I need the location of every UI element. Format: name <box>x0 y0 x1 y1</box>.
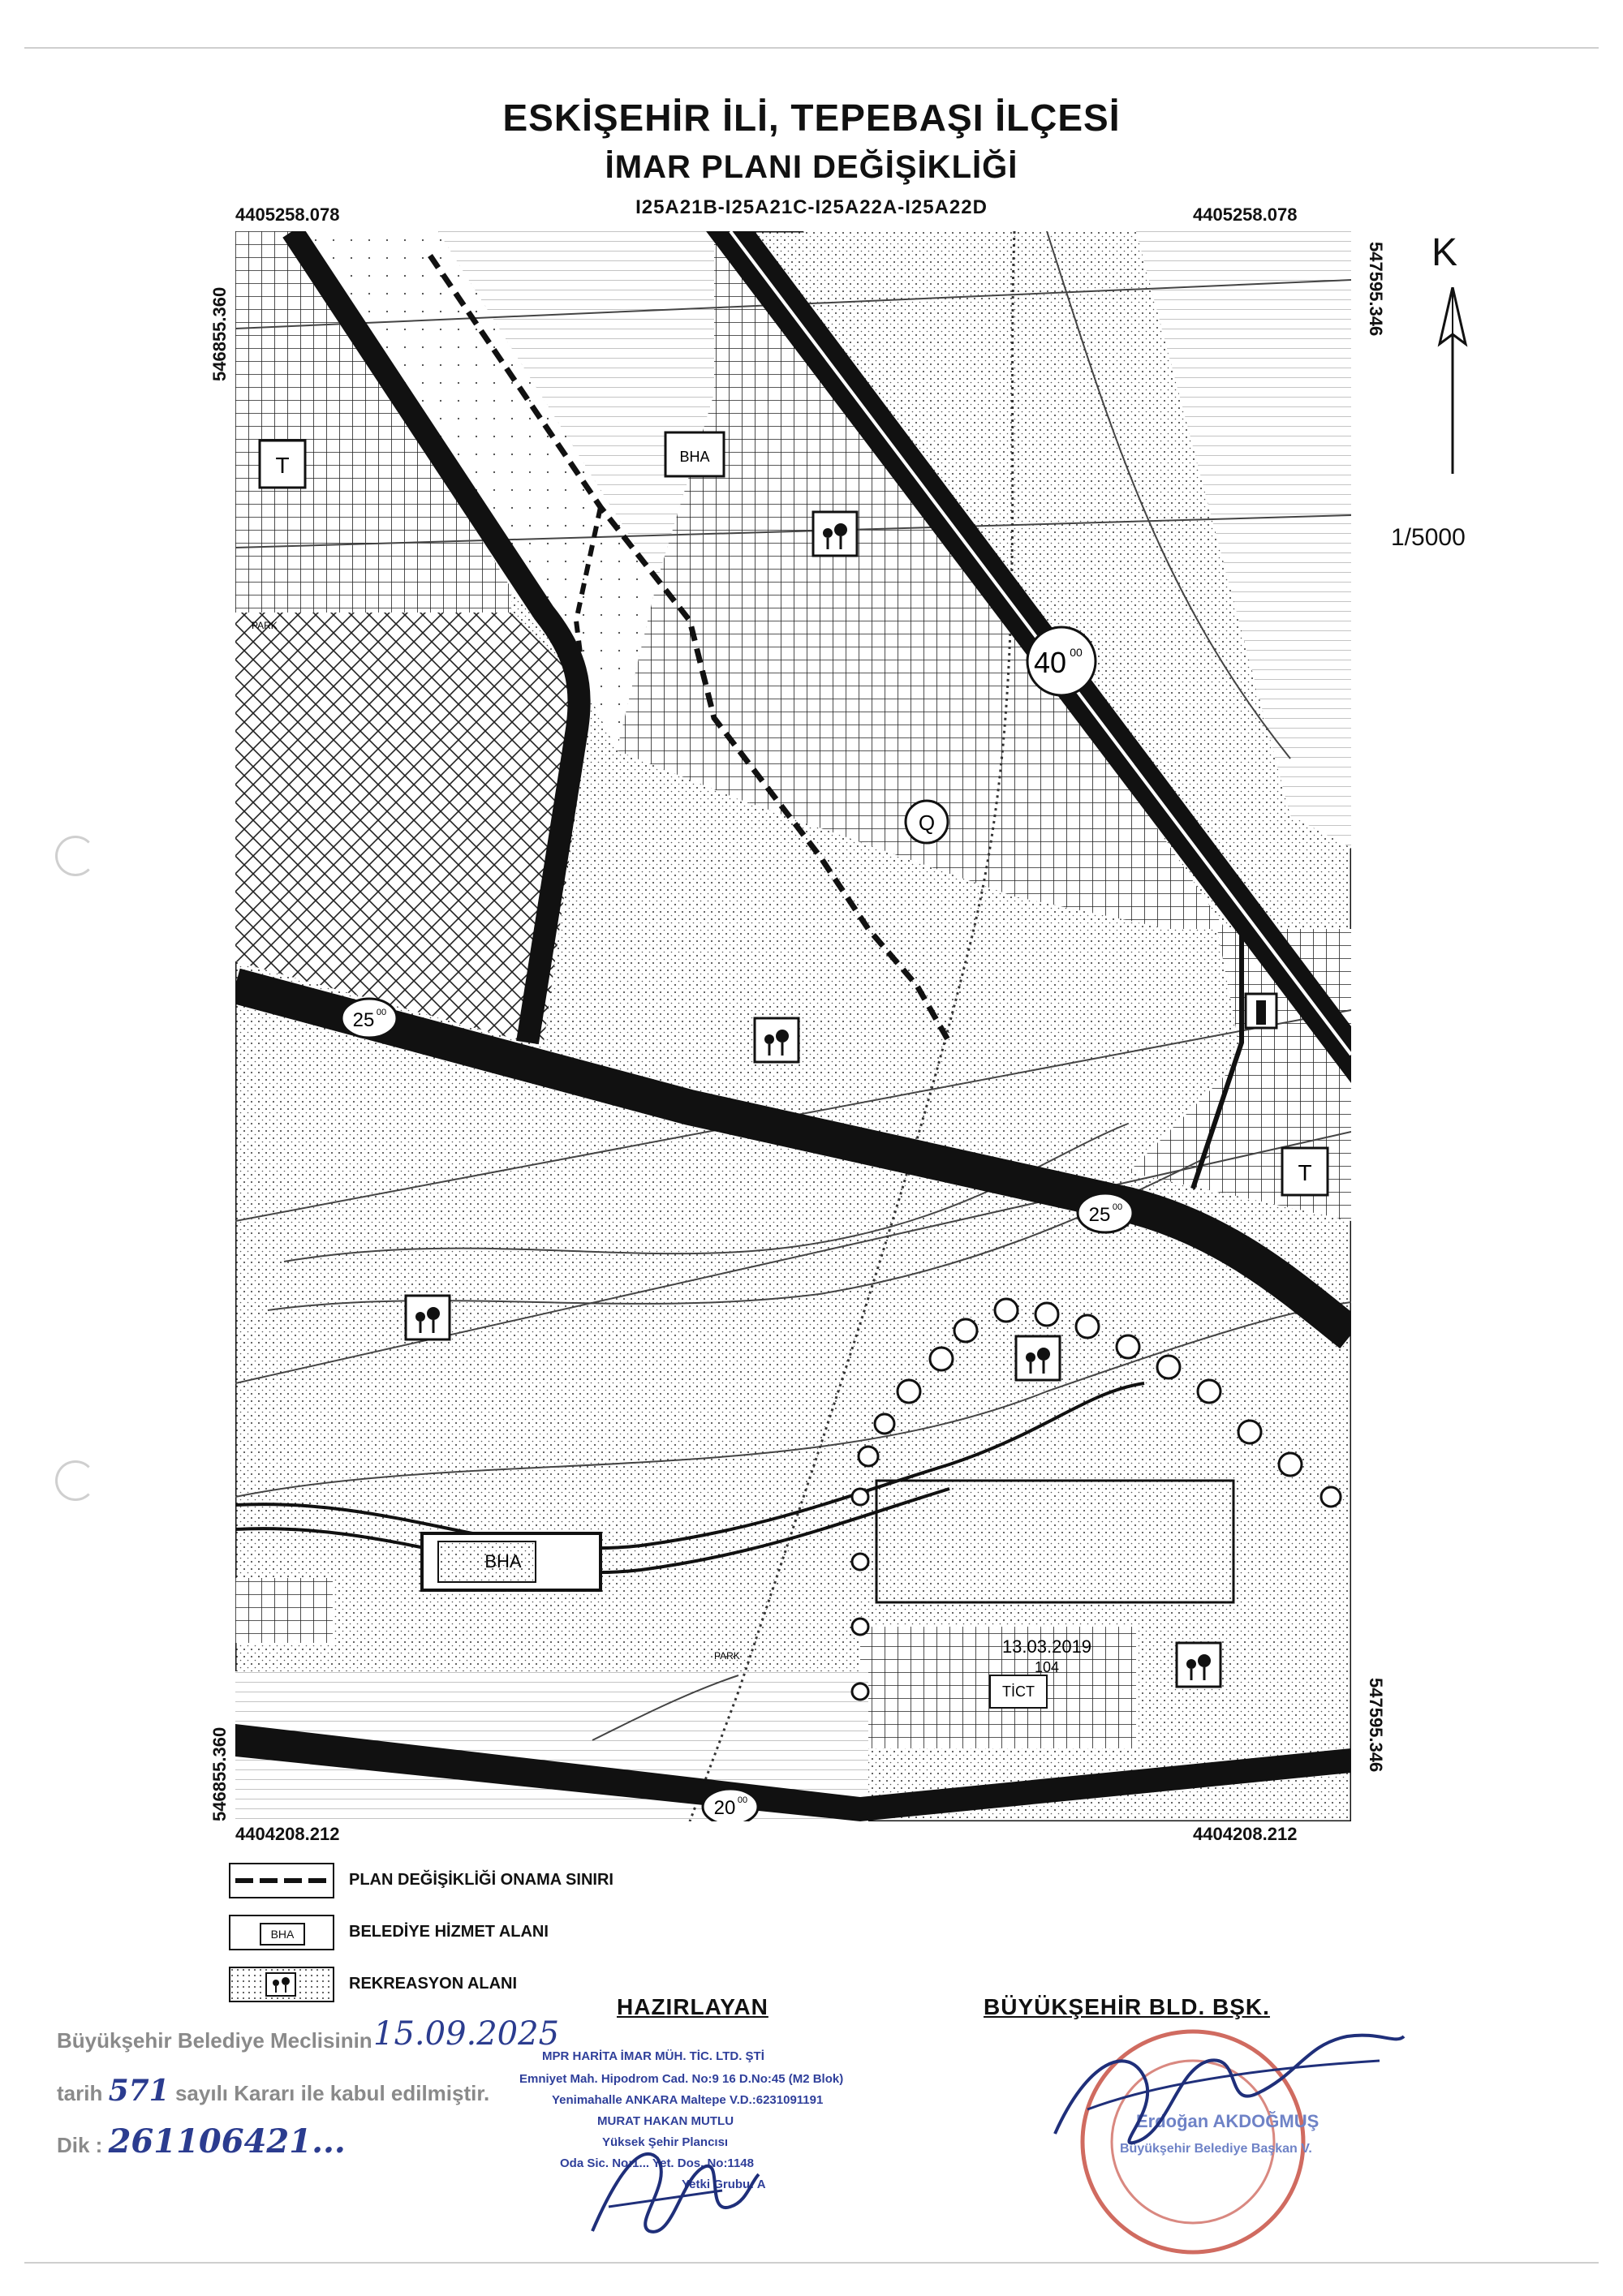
company-line-6: Oda Sic. No:1... Yet. Dos. No:1148 <box>560 2156 754 2170</box>
coord-top-right: 4405258.078 <box>1193 204 1298 225</box>
binder-hole <box>55 836 96 876</box>
north-arrow <box>1428 230 1477 474</box>
legend-label-boundary: PLAN DEĞİŞİKLİĞİ ONAMA SINIRI <box>349 1871 613 1889</box>
svg-text:40: 40 <box>1033 646 1067 679</box>
title-line2: İMAR PLANI DEĞİŞİKLİĞİ <box>605 149 1018 185</box>
svg-text:00: 00 <box>376 1008 387 1017</box>
bha-label-south: BHA <box>484 1551 522 1572</box>
road-label-40 <box>1027 627 1096 695</box>
bha-label-north: BHA <box>679 449 710 465</box>
council-line2 <box>57 2074 489 2108</box>
company-line-5: Yüksek Şehir Plancısı <box>602 2135 729 2149</box>
municipality-heading: BÜYÜKŞEHİR BLD. BŞK. <box>984 1994 1270 2019</box>
q-symbol-label: Q <box>918 810 936 835</box>
top-rule <box>24 47 1599 49</box>
council-line3 <box>57 2122 346 2161</box>
legend-swatch-bha <box>229 1915 334 1950</box>
plan-date-number: 104 <box>1034 1659 1060 1675</box>
coord-top-left: 4405258.078 <box>235 204 340 225</box>
svg-text:20: 20 <box>713 1797 736 1819</box>
coord-bottom-right: 4404208.212 <box>1193 1824 1298 1844</box>
t-label-west: T <box>275 453 290 478</box>
recreation-symbol <box>1016 1336 1060 1380</box>
council-line2-suffix: sayılı Kararı ile kabul edilmiştir. <box>174 2081 490 2105</box>
mayor-name: Erdoğan AKDOĞMUŞ <box>1136 2111 1319 2131</box>
title-line1: ESKİŞEHİR İLİ, TEPEBAŞI İLÇESİ <box>502 97 1121 139</box>
council-line3-prefix: Dik : <box>57 2133 103 2157</box>
road-label-20 <box>703 1789 758 1821</box>
bottom-rule <box>24 2262 1599 2264</box>
plan-date-note: 13.03.2019 <box>1001 1636 1092 1657</box>
coord-left-bottom: 546855.360 <box>209 1726 230 1821</box>
park-label-west: PARK <box>252 620 278 631</box>
preparer-heading: HAZIRLAYAN <box>617 1994 768 2019</box>
grid-zone-sw <box>235 1578 333 1643</box>
legend-label-bha: BELEDİYE HİZMET ALANI <box>349 1923 549 1941</box>
legend-swatch-recreation <box>229 1967 334 2002</box>
coord-right-top: 547595.346 <box>1366 242 1386 337</box>
svg-text:00: 00 <box>737 1795 748 1805</box>
council-prefix: Büyükşehir Belediye Meclisinin <box>57 2028 372 2053</box>
council-line2-prefix: tarih <box>57 2081 103 2105</box>
zoning-map <box>235 231 1351 1821</box>
council-line1 <box>57 2028 372 2053</box>
legend-bha-code: BHA <box>260 1923 305 1946</box>
company-line-7: Yetki Grubu: A <box>682 2178 766 2191</box>
tict-label: TİCT <box>1002 1683 1035 1700</box>
council-reference: 261106421... <box>108 2122 346 2161</box>
coord-bottom-left: 4404208.212 <box>235 1824 340 1844</box>
preparer-signature <box>584 2126 763 2247</box>
company-line-1: MPR HARİTA İMAR MÜH. TİC. LTD. ŞTİ <box>542 2049 764 2063</box>
building-icon-fill <box>1256 1000 1266 1025</box>
binder-hole <box>55 1460 96 1501</box>
svg-text:25: 25 <box>352 1009 375 1031</box>
sheet-codes: I25A21B-I25A21C-I25A22A-I25A22D <box>635 196 988 218</box>
recreation-symbol <box>755 1018 799 1062</box>
park-label-south: PARK <box>714 1650 740 1662</box>
legend-swatch-boundary <box>229 1863 334 1898</box>
company-line-2: Emniyet Mah. Hipodrom Cad. No:9 16 D.No:45 (M2 Blok) <box>519 2072 844 2086</box>
north-arrow-icon <box>1428 287 1477 482</box>
north-letter: K <box>1431 231 1458 274</box>
mayor-title: Büyükşehir Belediye Başkan V. <box>1120 2142 1312 2156</box>
legend-label-recreation: REKREASYON ALANI <box>349 1975 518 1993</box>
svg-text:25: 25 <box>1088 1204 1111 1226</box>
svg-text:00: 00 <box>1070 646 1083 659</box>
council-date: 15.09.2025 <box>373 2015 560 2053</box>
map-scale: 1/5000 <box>1391 524 1466 551</box>
company-line-4: MURAT HAKAN MUTLU <box>597 2114 734 2128</box>
company-line-3: Yenimahalle ANKARA Maltepe V.D.:6231091191 <box>552 2093 824 2107</box>
council-decision-no: 571 <box>108 2074 170 2108</box>
road-label-25-west <box>342 999 397 1038</box>
t-label-east: T <box>1298 1160 1312 1185</box>
road-label-25-east <box>1078 1193 1133 1232</box>
recreation-symbol <box>1177 1643 1220 1687</box>
mayor-signature <box>1039 2012 1412 2174</box>
coord-right-bottom: 547595.346 <box>1366 1678 1386 1773</box>
recreation-symbol <box>406 1296 450 1339</box>
recreation-symbol <box>813 512 857 556</box>
svg-text:00: 00 <box>1112 1202 1123 1212</box>
coord-left-top: 546855.360 <box>209 286 230 381</box>
